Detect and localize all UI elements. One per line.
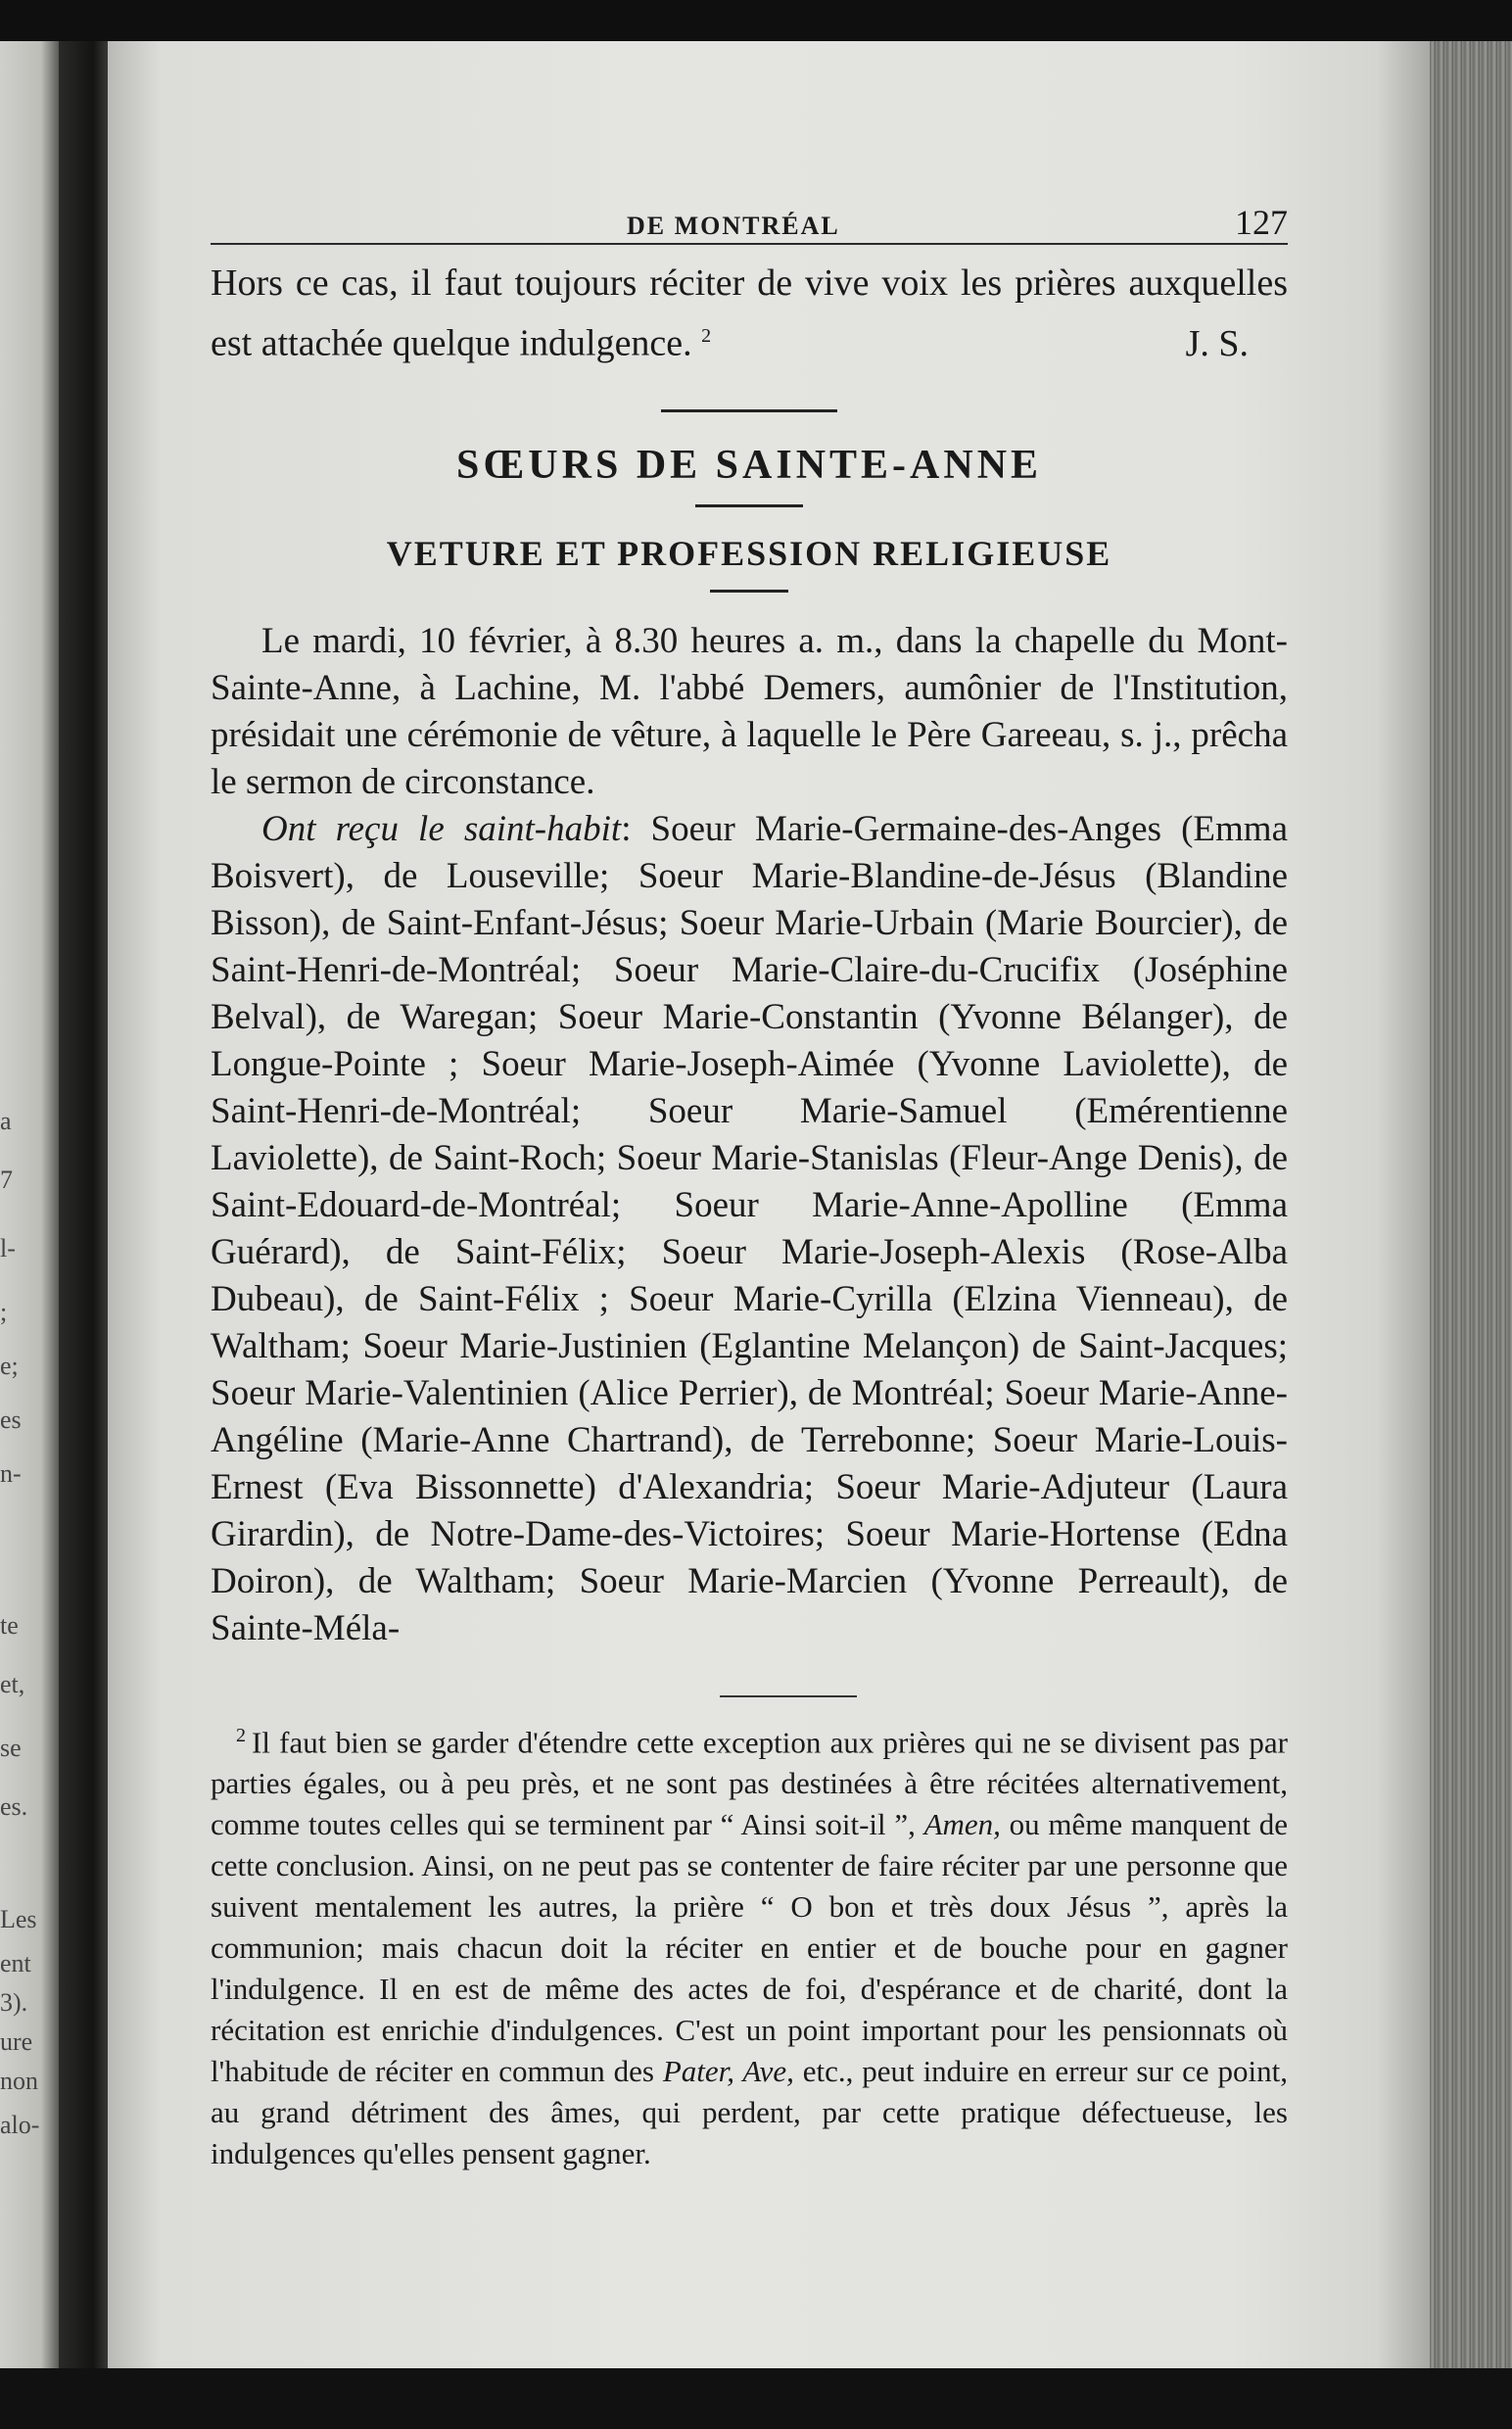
subtitle-divider — [710, 590, 788, 593]
footnote — [211, 1715, 1288, 2174]
footnote-amen: Amen, — [923, 1806, 1001, 1841]
prev-page-fragment: se — [0, 1734, 22, 1762]
footnote-text-2: ou même manquent de cette conclusion. Ainsi, on ne peut pas se contenter de faire réciter par une personne que suivent mentalement les autres, la prière “ O bon et très doux Jésus ”, après la communion; mais chacun doit la réciter en entier et de bouche pour en gagner l'indulgence. Il en est de même des actes de foi, d'espérance et de charité, dont la récitation est enrichie d'indulgences. C'est un point important pour les pensionnats où l'habitude de réciter en commun des — [211, 1806, 1289, 2088]
footnote-reference: 2 — [701, 325, 712, 347]
prev-page-fragment: es — [0, 1405, 22, 1434]
footnote-mark: 2 — [236, 1724, 246, 1746]
prev-page-fragment: et, — [0, 1670, 25, 1698]
page-number: 127 — [1235, 203, 1288, 242]
page-stack-edge — [1418, 41, 1512, 2368]
page-content — [211, 168, 1288, 2174]
prev-page-fragment: es. — [0, 1792, 28, 1821]
prev-page-fragment: ; — [0, 1298, 8, 1326]
paragraph-names-text: : Soeur Marie-Germaine-des-Anges (Emma Boisvert), de Louseville; Soeur Marie-Blandine-de-Jésus (Blandine Bisson), de Saint-Enfant-Jésus; Soeur Marie-Urbain (Marie Bourcier), de Saint-Henri-de-Montréal; Soeur Marie-Claire-du-Crucifix (Joséphine Belval), de Waregan; Soeur Marie-Constantin (Yvonne Bélanger), de Longue-Pointe ; Soeur Marie-Joseph-Aimée (Yvonne Laviolette), de Saint-Henri-de-Montréal; Soeur Marie-Samuel (Emérentienne Laviolette), de Saint-Roch; Soeur Marie-Stanislas (Fleur-Ange Denis), de Saint-Edouard-de-Montréal; Soeur Marie-Anne-Apolline (Emma Guérard), de Saint-Félix; Soeur Marie-Joseph-Alexis (Rose-Alba Dubeau), de Saint-Félix ; Soeur Marie-Cyrilla (Elzina Vienneau), de Waltham; Soeur Marie-Justinien (Eglantine Melançon) de Saint-Jacques; Soeur Marie-Valentinien (Alice Perrier), de Montréal; Soeur Marie-Anne-Angéline (Marie-Anne Chartrand), de Terrebonne; Soeur Marie-Louis-Ernest (Eva Bissonnette) d'Alexandria; Soeur Marie-Adjuteur (Laura Girardin), de Notre-Dame-des-Victoires; Soeur Marie-Hortense (Edna Doiron), de Waltham; Soeur Marie-Marcien (Yvonne Perreault), de Sainte-Méla- — [211, 808, 1288, 1648]
title-divider — [695, 504, 803, 507]
prev-page-fragment: 7 — [0, 1166, 13, 1194]
prev-page-fragment: ure — [0, 2027, 33, 2056]
prev-page-fragment: e; — [0, 1352, 19, 1380]
scan-top-border — [0, 0, 1512, 41]
prev-page-fragment: te — [0, 1611, 19, 1640]
author-initials: J. S. — [1185, 322, 1249, 364]
footnote-divider — [720, 1695, 857, 1697]
prev-page-fragment: ent — [0, 1949, 31, 1977]
prev-page-fragment: non — [0, 2067, 38, 2095]
running-header — [211, 168, 1288, 245]
prev-page-fragment: alo- — [0, 2111, 40, 2139]
section-subtitle: VETURE ET PROFESSION RELIGIEUSE — [386, 533, 1112, 573]
prev-page-fragment: a — [0, 1107, 12, 1135]
footnote-text-1: Il faut bien se garder d'étendre cette exception aux prières qui ne se divisent pas par parties égales, ou à peu près, et ne sont pas destinées à être récitées alternativement, comme toutes celles qui se terminent par “ Ainsi soit-il ”, — [211, 1724, 1288, 1841]
footnote-pater-ave: Pater, Ave, — [662, 2053, 794, 2088]
prev-page-fragment: Les — [0, 1905, 37, 1933]
running-title: DE MONTRÉAL — [627, 212, 840, 240]
prev-page-fragment: 3). — [0, 1988, 28, 2017]
prev-page-fragment: n- — [0, 1459, 22, 1488]
book-page — [108, 41, 1430, 2368]
paragraph-ceremony: Le mardi, 10 février, à 8.30 heures a. m., dans la chapelle du Mont-Sainte-Anne, à Lachine, M. l'abbé Demers, aumônier de l'Institution, présidait une cérémonie de vêture, à laquelle le Père Gareeau, s. j., prêcha le sermon de circonstance. — [211, 620, 1288, 802]
footnote-text-3: etc., peut induire en erreur sur ce point, au grand détriment des âmes, qui perdent, par cette pratique défectueuse, les indulgences qu'elles pensent gagner. — [211, 2053, 1289, 2170]
section-title: SŒURS DE SAINTE-ANNE — [455, 442, 1043, 488]
paragraph-names — [211, 806, 1288, 1652]
section-divider — [661, 409, 837, 412]
paragraph-lead: Ont reçu le saint-habit — [261, 808, 622, 849]
previous-page-edge — [0, 41, 59, 2368]
scan-bottom-border — [0, 2368, 1512, 2429]
intro-text: Hors ce cas, il faut toujours réciter de vive voix les prières auxquelles est attachée quelque indulgence. — [211, 262, 1288, 364]
prev-page-fragment: l- — [0, 1234, 16, 1262]
